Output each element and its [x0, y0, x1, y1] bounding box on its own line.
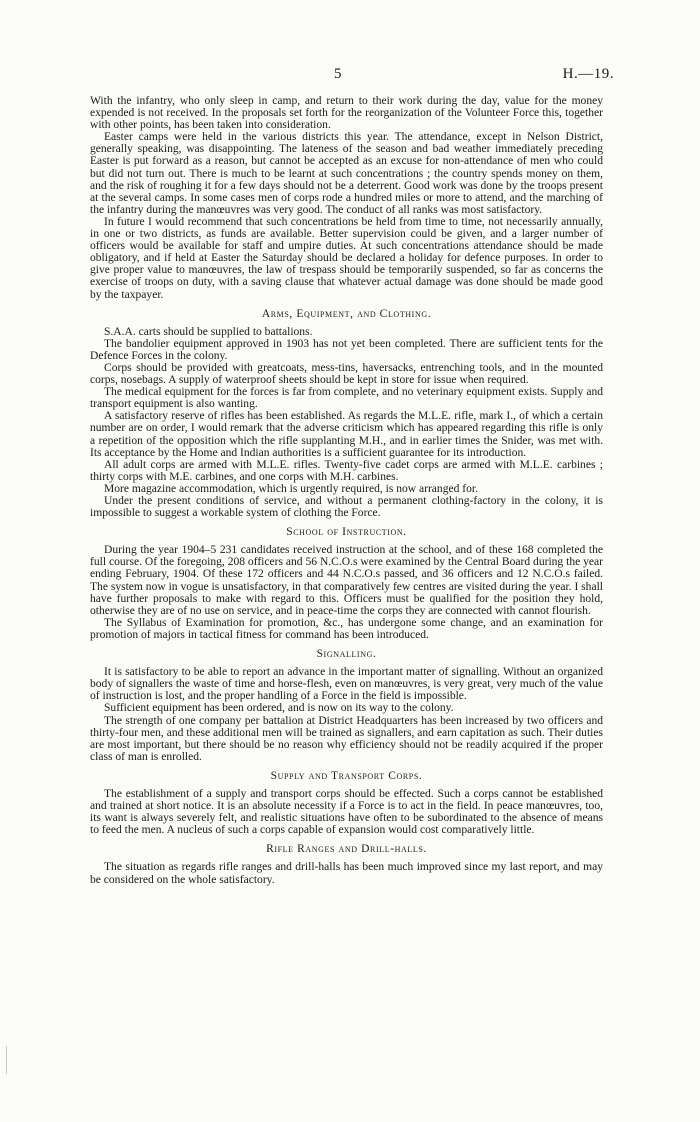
paragraph: In future I would recommend that such concentrations be held from time to time, not necessarily annually, in one or two districts, as funds are available. Better supervision could be given, and a larger number of officers would be available for staff and umpire duties. At such concentrations attendance should be made obligatory, and if held at Easter the Saturday should be declared a holiday for defence purposes. In order to give proper value to manœuvres, the law of trespass should be temporarily suspended, so far as concerns the exercise of troops on duty, with a saving clause that whatever actual damage was done should be made good by the taxpayer. [90, 215, 603, 301]
paragraph: During the year 1904–5 231 candidates received instruction at the school, and of these 168 completed the full course. Of the foregoing, 208 officers and 56 N.C.O.s were examined by the Central Board during the year ending February, 1904. Of these 172 officers and 44 N.C.O.s passed, and 36 officers and 12 N.C.O.s failed. The system now in vogue is unsatisfactory, in that comparatively few centres are visited during the year. I shall have further proposals to make with regard to this. Officers must be qualified for the position they hold, otherwise they are of no use on service, and in peace-time the corps they are connected with cannot flourish. [90, 544, 603, 617]
paragraph: The bandolier equipment approved in 1903 has not yet been completed. There are sufficient tents for the Defence Forces in the colony. [90, 337, 603, 362]
paragraph: The medical equipment for the forces is far from complete, and no veterinary equipment exists. Supply and transport equipment is also wanting. [90, 386, 603, 411]
document-reference: H.—19. [562, 66, 614, 82]
paragraph: The situation as regards rifle ranges and drill-halls has been much improved since my last report, and may be considered on the whole satisfactory. [90, 861, 603, 886]
section-heading-signalling: Signalling. [316, 648, 377, 661]
document-body [90, 95, 603, 886]
paragraph: S.A.A. carts should be supplied to battalions. [104, 325, 313, 338]
paragraph: The strength of one company per battalion at District Headquarters has been increased by two officers and thirty-four men, and these additional men will be trained as signallers, and earn capitation as such. Their duties are most important, but there should be no reason why efficiency should not be readily acquired if the proper class of man is enrolled. [90, 714, 603, 763]
section-heading-ranges: Rifle Ranges and Drill-halls. [266, 843, 427, 856]
paragraph: The Syllabus of Examination for promotion, &c., has undergone some change, and an examination for promotion of majors in tactical fitness for command has been introduced. [90, 616, 603, 641]
scan-margin-mark [6, 1046, 7, 1074]
section-heading-supply: Supply and Transport Corps. [270, 769, 423, 782]
paragraph: Under the present conditions of service, and without a permanent clothing-factory in the colony, it is impossible to suggest a workable system of clothing the Force. [90, 495, 603, 520]
paragraph: Easter camps were held in the various districts this year. The attendance, except in Nelson District, generally speaking, was disappointing. The lateness of the season and bad weather immediately preceding Easter is put forward as a reason, but cannot be accepted as an excuse for non-attendance of men who could but did not turn out. There is much to be learnt at such concentrations ; the country spends money on them, and the risk of roughing it for a few days should not be a deterrent. Good work was done by the troops present at the several camps. In some cases men of corps rode a hundred miles or more to attend, and the marching of the infantry during the manœuvres was very good. The conduct of all ranks was most satisfactory. [90, 131, 603, 216]
paragraph: It is satisfactory to be able to report an advance in the important matter of signalling. Without an organized body of signallers the waste of time and horse-flesh, even on manœuvres, is very great, very much of the value of instruction is lost, and the proper handling of a Force in the field is impossible. [90, 666, 603, 703]
page-header [0, 66, 700, 86]
paragraph: Corps should be provided with greatcoats, mess-tins, haversacks, entrenching tools, and in the mounted corps, nosebags. A supply of waterproof sheets should be kept in store for issue when required. [90, 361, 603, 387]
section-heading-school: School of Instruction. [286, 526, 407, 539]
paragraph: All adult corps are armed with M.L.E. rifles. Twenty-five cadet corps are armed with M.L.E. carbines ; thirty corps with M.E. carbines, and one corps with M.H. carbines. [90, 458, 603, 483]
section-heading-arms: Arms, Equipment, and Clothing. [261, 307, 432, 320]
page-number: 5 [334, 66, 342, 82]
paragraph: More magazine accommodation, which is urgently required, is now arranged for. [104, 482, 478, 495]
paragraph: The establishment of a supply and transport corps should be effected. Such a corps cannot be established and trained at short notice. It is an absolute necessity if a Force is to act in the field. In peace manœuvres, too, its want is always severely felt, and realistic situations have often to be subordinated to the absence of means to feed the men. A nucleus of such a corps capable of expansion would cost comparatively little. [90, 787, 603, 837]
paragraph: With the infantry, who only sleep in camp, and return to their work during the day, value for the money expended is not received. In the proposals set forth for the reorganization of the Volunteer Force this, together with other points, has been taken into consideration. [90, 95, 603, 132]
paragraph: A satisfactory reserve of rifles has been established. As regards the M.L.E. rifle, mark I., of which a certain number are on order, I would remark that the adverse criticism which has appeared regarding this rifle is only a repetition of the opposition which the rifle supplanting M.H., and in earlier times the Snider, was met with. Its acceptance by the Home and Indian authorities is a sufficient guarantee for its introduction. [90, 410, 603, 459]
paragraph: Sufficient equipment has been ordered, and is now on its way to the colony. [104, 702, 454, 715]
